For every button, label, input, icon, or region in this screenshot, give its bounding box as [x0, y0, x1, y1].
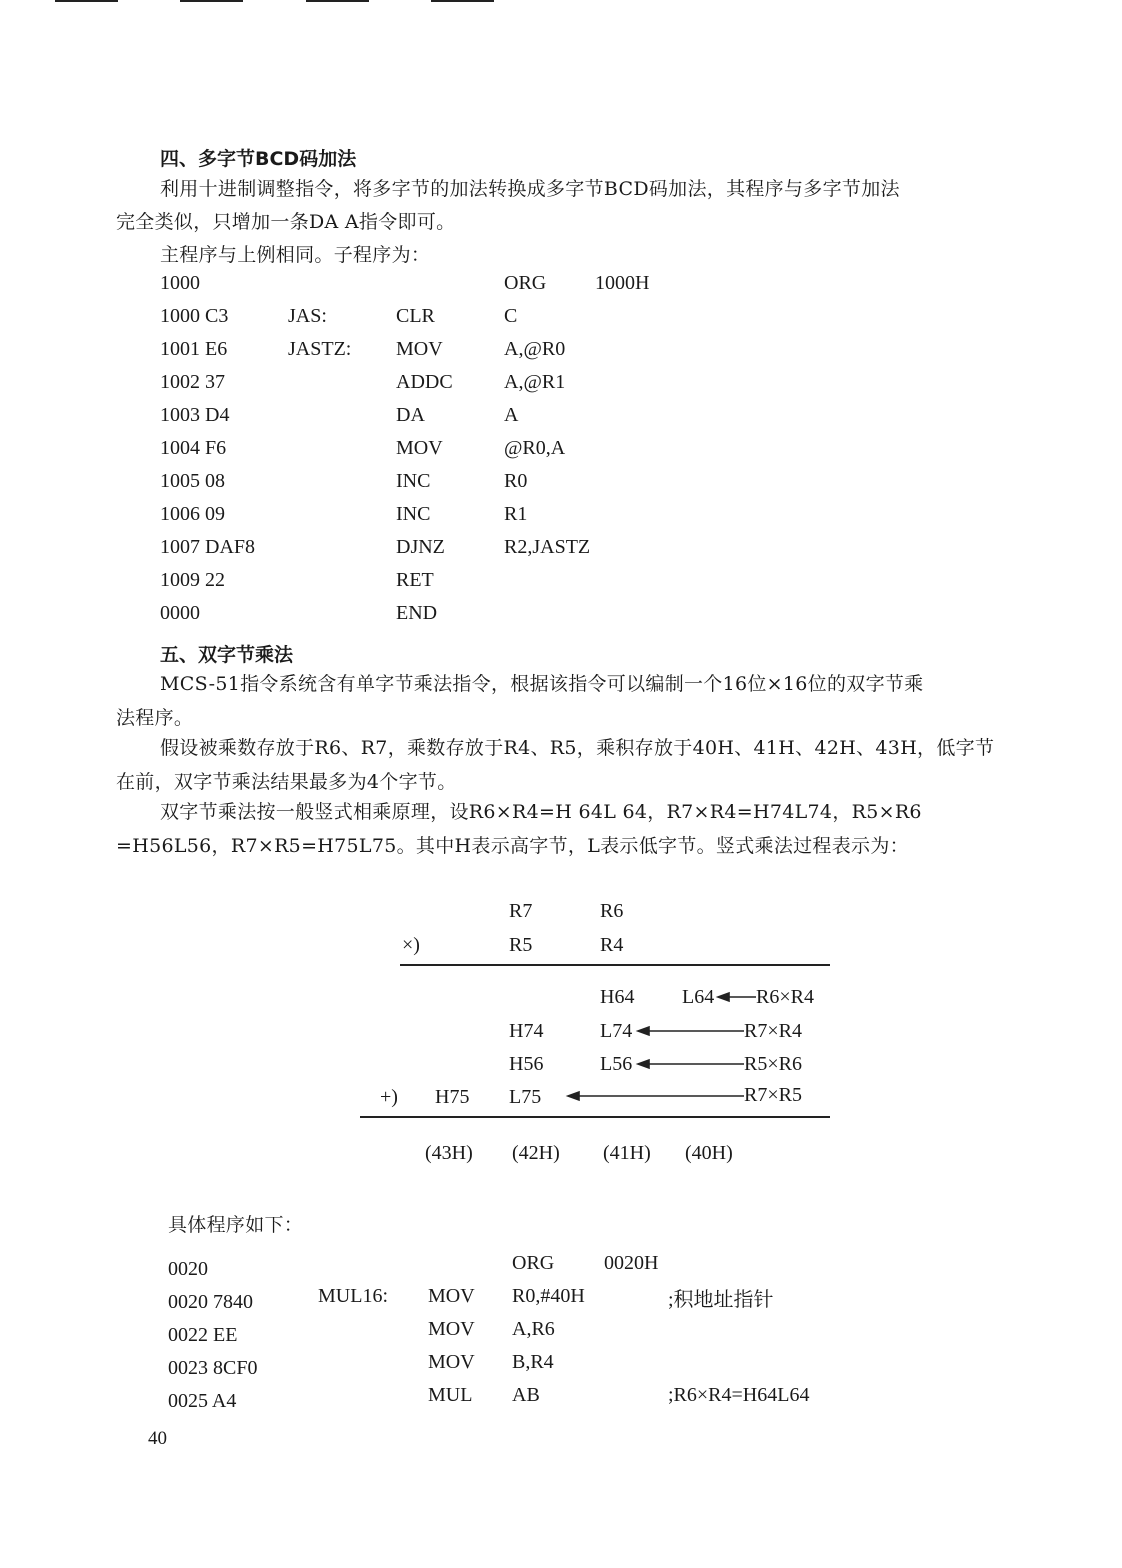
code-address: 0023 8CF0	[168, 1357, 258, 1379]
diagram-cell: (42H)	[512, 1142, 560, 1164]
diagram-cell: (40H)	[685, 1142, 733, 1164]
code-opcode: END	[396, 602, 438, 624]
arrow-head	[718, 993, 729, 1001]
code-opcode: DA	[396, 404, 425, 426]
code-operand: R0	[504, 470, 528, 492]
code-label: JASTZ:	[288, 338, 352, 360]
code-opcode: CLR	[396, 305, 435, 327]
section4-para1-line1: 利用十进制调整指令，将多字节的加法转换成多字节BCD码加法，其程序与多字节加法	[160, 178, 900, 200]
section5-heading: 五、双字节乘法	[160, 644, 294, 666]
section5-para2-line1: 假设被乘数存放于R6、R7，乘数存放于R4、R5，乘积存放于40H、41H、42H、43H，低字节	[160, 737, 995, 759]
diagram-cell: (43H)	[425, 1142, 473, 1164]
code-opcode: DJNZ	[396, 536, 445, 558]
code-address: 1000 C3	[160, 305, 229, 327]
code-operand: A,@R1	[504, 371, 566, 393]
code-address: 0022 EE	[168, 1324, 238, 1346]
code-opcode: MUL	[428, 1384, 473, 1406]
code-label: MUL16:	[318, 1285, 388, 1307]
code-address: 0000	[160, 602, 200, 624]
page-number: 40	[148, 1428, 167, 1449]
code-operand: @R0,A	[504, 437, 566, 459]
code-address: 1007 DAF8	[160, 536, 256, 558]
code-operand: R2,JASTZ	[504, 536, 591, 558]
diagram-cell: R7×R5	[744, 1084, 802, 1106]
code-address: 1002 37	[160, 371, 225, 393]
code-address: 1004 F6	[160, 437, 227, 459]
code-opcode: RET	[396, 569, 434, 591]
code-extra: 1000H	[595, 272, 650, 294]
code-opcode: MOV	[428, 1285, 475, 1307]
code-opcode: MOV	[396, 338, 443, 360]
code-operand: R1	[504, 503, 528, 525]
diagram-cell: ×)	[402, 934, 420, 956]
diagram-cell: H56	[509, 1053, 544, 1075]
section4-para2: 主程序与上例相同。子程序为：	[160, 244, 431, 266]
section5-para1-line2: 法程序。	[116, 707, 194, 729]
section4-para1-line2: 完全类似，只增加一条DA A指令即可。	[116, 211, 456, 233]
code-operand: ORG	[512, 1252, 555, 1274]
code-operand: ORG	[504, 272, 547, 294]
code-opcode: MOV	[396, 437, 443, 459]
diagram-cell: L75	[509, 1086, 542, 1108]
code-comment: ;R6×R4=H64L64	[668, 1384, 810, 1406]
code-address: 1000	[160, 272, 200, 294]
diagram-cell: L64	[682, 986, 715, 1008]
code-address: 1003 D4	[160, 404, 230, 426]
code-opcode: MOV	[428, 1318, 475, 1340]
code-operand: R0,#40H	[512, 1285, 585, 1307]
code-operand: A,R6	[512, 1318, 555, 1340]
code-operand: C	[504, 305, 518, 327]
code-opcode: MOV	[428, 1351, 475, 1373]
diagram-cell: R4	[600, 934, 624, 956]
code-address: 1006 09	[160, 503, 225, 525]
section5-para3-line1: 双字节乘法按一般竖式相乘原理，设R6×R4=H 64L 64，R7×R4=H74L74，R5×R6	[160, 801, 922, 823]
section4-heading: 四、多字节BCD码加法	[160, 148, 357, 170]
diagram-cell: R7×R4	[744, 1020, 802, 1042]
diagram-cell: +)	[380, 1086, 398, 1108]
code-operand: B,R4	[512, 1351, 554, 1373]
diagram-cell: L56	[600, 1053, 633, 1075]
diagram-cell: R5	[509, 934, 533, 956]
code-address: 1009 22	[160, 569, 225, 591]
code-address: 0020	[168, 1258, 208, 1280]
arrow-head	[638, 1060, 649, 1068]
diagram-cell: R6×R4	[756, 986, 814, 1008]
diagram-cell: R7	[509, 900, 533, 922]
section5-para2-line2: 在前，双字节乘法结果最多为4个字节。	[116, 771, 457, 793]
code-extra: 0020H	[604, 1252, 659, 1274]
code-opcode: INC	[396, 470, 431, 492]
section5-para3-line2: =H56L56，R7×R5=H75L75。其中H表示高字节，L表示低字节。竖式乘法过程表示为：	[116, 835, 909, 857]
diagram-cell: L74	[600, 1020, 633, 1042]
section5-para1-line1: MCS-51指令系统含有单字节乘法指令，根据该指令可以编制一个16位×16位的双字节乘	[160, 673, 924, 695]
code-opcode: INC	[396, 503, 431, 525]
code-operand: A,@R0	[504, 338, 566, 360]
diagram-cell: H74	[509, 1020, 544, 1042]
program2-intro: 具体程序如下：	[168, 1214, 304, 1236]
code-address: 0025 A4	[168, 1390, 237, 1412]
diagram-cell: R5×R6	[744, 1053, 802, 1075]
code-address: 1001 E6	[160, 338, 228, 360]
code-operand: A	[504, 404, 519, 426]
diagram-cell: H64	[600, 986, 635, 1008]
code-label: JAS:	[288, 305, 327, 327]
code-address: 0020 7840	[168, 1291, 253, 1313]
diagram-cell: (41H)	[603, 1142, 651, 1164]
arrow-head	[568, 1092, 579, 1100]
code-operand: AB	[512, 1384, 540, 1406]
code-opcode: ADDC	[396, 371, 453, 393]
diagram-cell: H75	[435, 1086, 470, 1108]
code-comment: ;积地址指针	[668, 1289, 774, 1311]
arrow-head	[638, 1027, 649, 1035]
code-address: 1005 08	[160, 470, 225, 492]
diagram-cell: R6	[600, 900, 624, 922]
